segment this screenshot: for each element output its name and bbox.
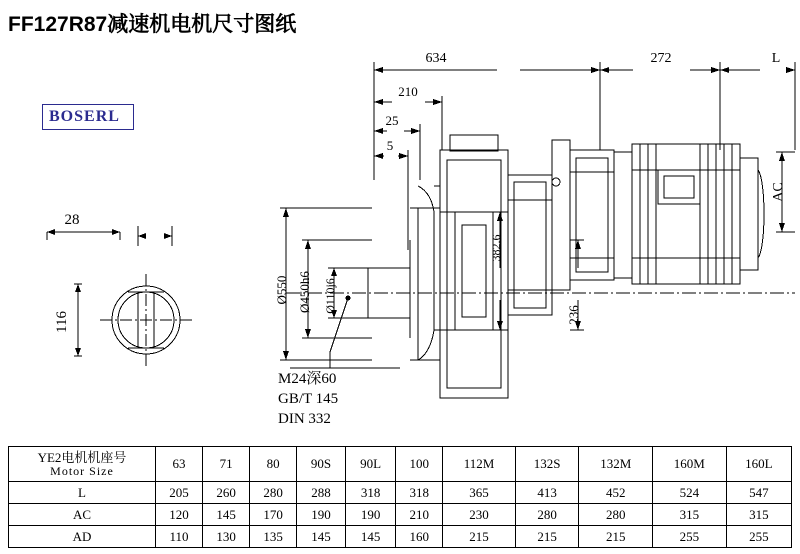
dim-28: 28 (64, 212, 80, 228)
dim-d450: Ø450h6 (297, 271, 312, 313)
table-cell: 318 (396, 482, 443, 504)
table-cell: 170 (250, 504, 297, 526)
table-cell: 135 (250, 526, 297, 548)
table-cell: 160 (396, 526, 443, 548)
dim-25: 25 (385, 113, 399, 128)
table-cell: 230 (443, 504, 515, 526)
table-cell: 260 (203, 482, 250, 504)
table-cell: 215 (515, 526, 579, 548)
dim-634: 634 (425, 51, 447, 66)
table-cell: 205 (156, 482, 203, 504)
table-cell: 215 (443, 526, 515, 548)
table-cell: 215 (579, 526, 653, 548)
table-cell: 280 (515, 504, 579, 526)
table-col-8: 132M (579, 447, 653, 482)
table-col-6: 112M (443, 447, 515, 482)
table-cell: 452 (579, 482, 653, 504)
table-col-10: 160L (726, 447, 791, 482)
table-col-4: 90L (345, 447, 395, 482)
page-title: FF127R87减速机电机尺寸图纸 (8, 13, 297, 36)
table-row-label-AD: AD (9, 526, 156, 548)
table-cell: 524 (653, 482, 727, 504)
dim-272: 272 (650, 51, 672, 66)
table-cell: 145 (297, 526, 346, 548)
table-cell: 255 (653, 526, 727, 548)
table-cell: 288 (297, 482, 346, 504)
table-col-0: 63 (156, 447, 203, 482)
table-cell: 210 (396, 504, 443, 526)
dim-210: 210 (398, 84, 418, 99)
note-din332: DIN 332 (278, 411, 331, 427)
dim-AC: AC (771, 182, 786, 202)
table-col-5: 100 (396, 447, 443, 482)
table-cell: 413 (515, 482, 579, 504)
table-row-label-L: L (9, 482, 156, 504)
dim-d110: Ø110j6 (323, 278, 337, 314)
table-col-1: 71 (203, 447, 250, 482)
note-m24: M24深60 (278, 371, 337, 387)
table-cell: 145 (345, 526, 395, 548)
table-row-header-label (9, 447, 156, 482)
table-cell: 280 (250, 482, 297, 504)
table-cell: 315 (726, 504, 791, 526)
table-cell: 190 (297, 504, 346, 526)
table-cell: 318 (345, 482, 395, 504)
table-cell: 315 (653, 504, 727, 526)
table-header-en: Motor Size (50, 463, 114, 478)
table-row (9, 482, 792, 504)
table-cell: 130 (203, 526, 250, 548)
note-gbt145: GB/T 145 (278, 391, 339, 407)
table-col-3: 90S (297, 447, 346, 482)
table-cell: 190 (345, 504, 395, 526)
dim-d550: Ø550 (274, 275, 289, 305)
dim-5: 5 (386, 138, 394, 153)
table-cell: 280 (579, 504, 653, 526)
table-cell: 547 (726, 482, 791, 504)
dim-382-6: 382.6 (489, 234, 503, 262)
table-cell: 110 (156, 526, 203, 548)
dim-L: L (771, 51, 781, 66)
table-row (9, 504, 792, 526)
table-cell: 145 (203, 504, 250, 526)
table-cell: 120 (156, 504, 203, 526)
table-row (9, 526, 792, 548)
table-col-2: 80 (250, 447, 297, 482)
table-cell: 255 (726, 526, 791, 548)
motor-size-table (8, 446, 792, 548)
dim-236: 236 (566, 305, 581, 325)
table-cell: 365 (443, 482, 515, 504)
table-col-9: 160M (653, 447, 727, 482)
table-header-cn: YE2电机机座号 (37, 449, 127, 465)
table-row-header (9, 447, 792, 482)
table-row-label-AC: AC (9, 504, 156, 526)
dim-116: 116 (54, 311, 70, 333)
table-col-7: 132S (515, 447, 579, 482)
brand-logo-label: BOSERL (49, 108, 120, 125)
